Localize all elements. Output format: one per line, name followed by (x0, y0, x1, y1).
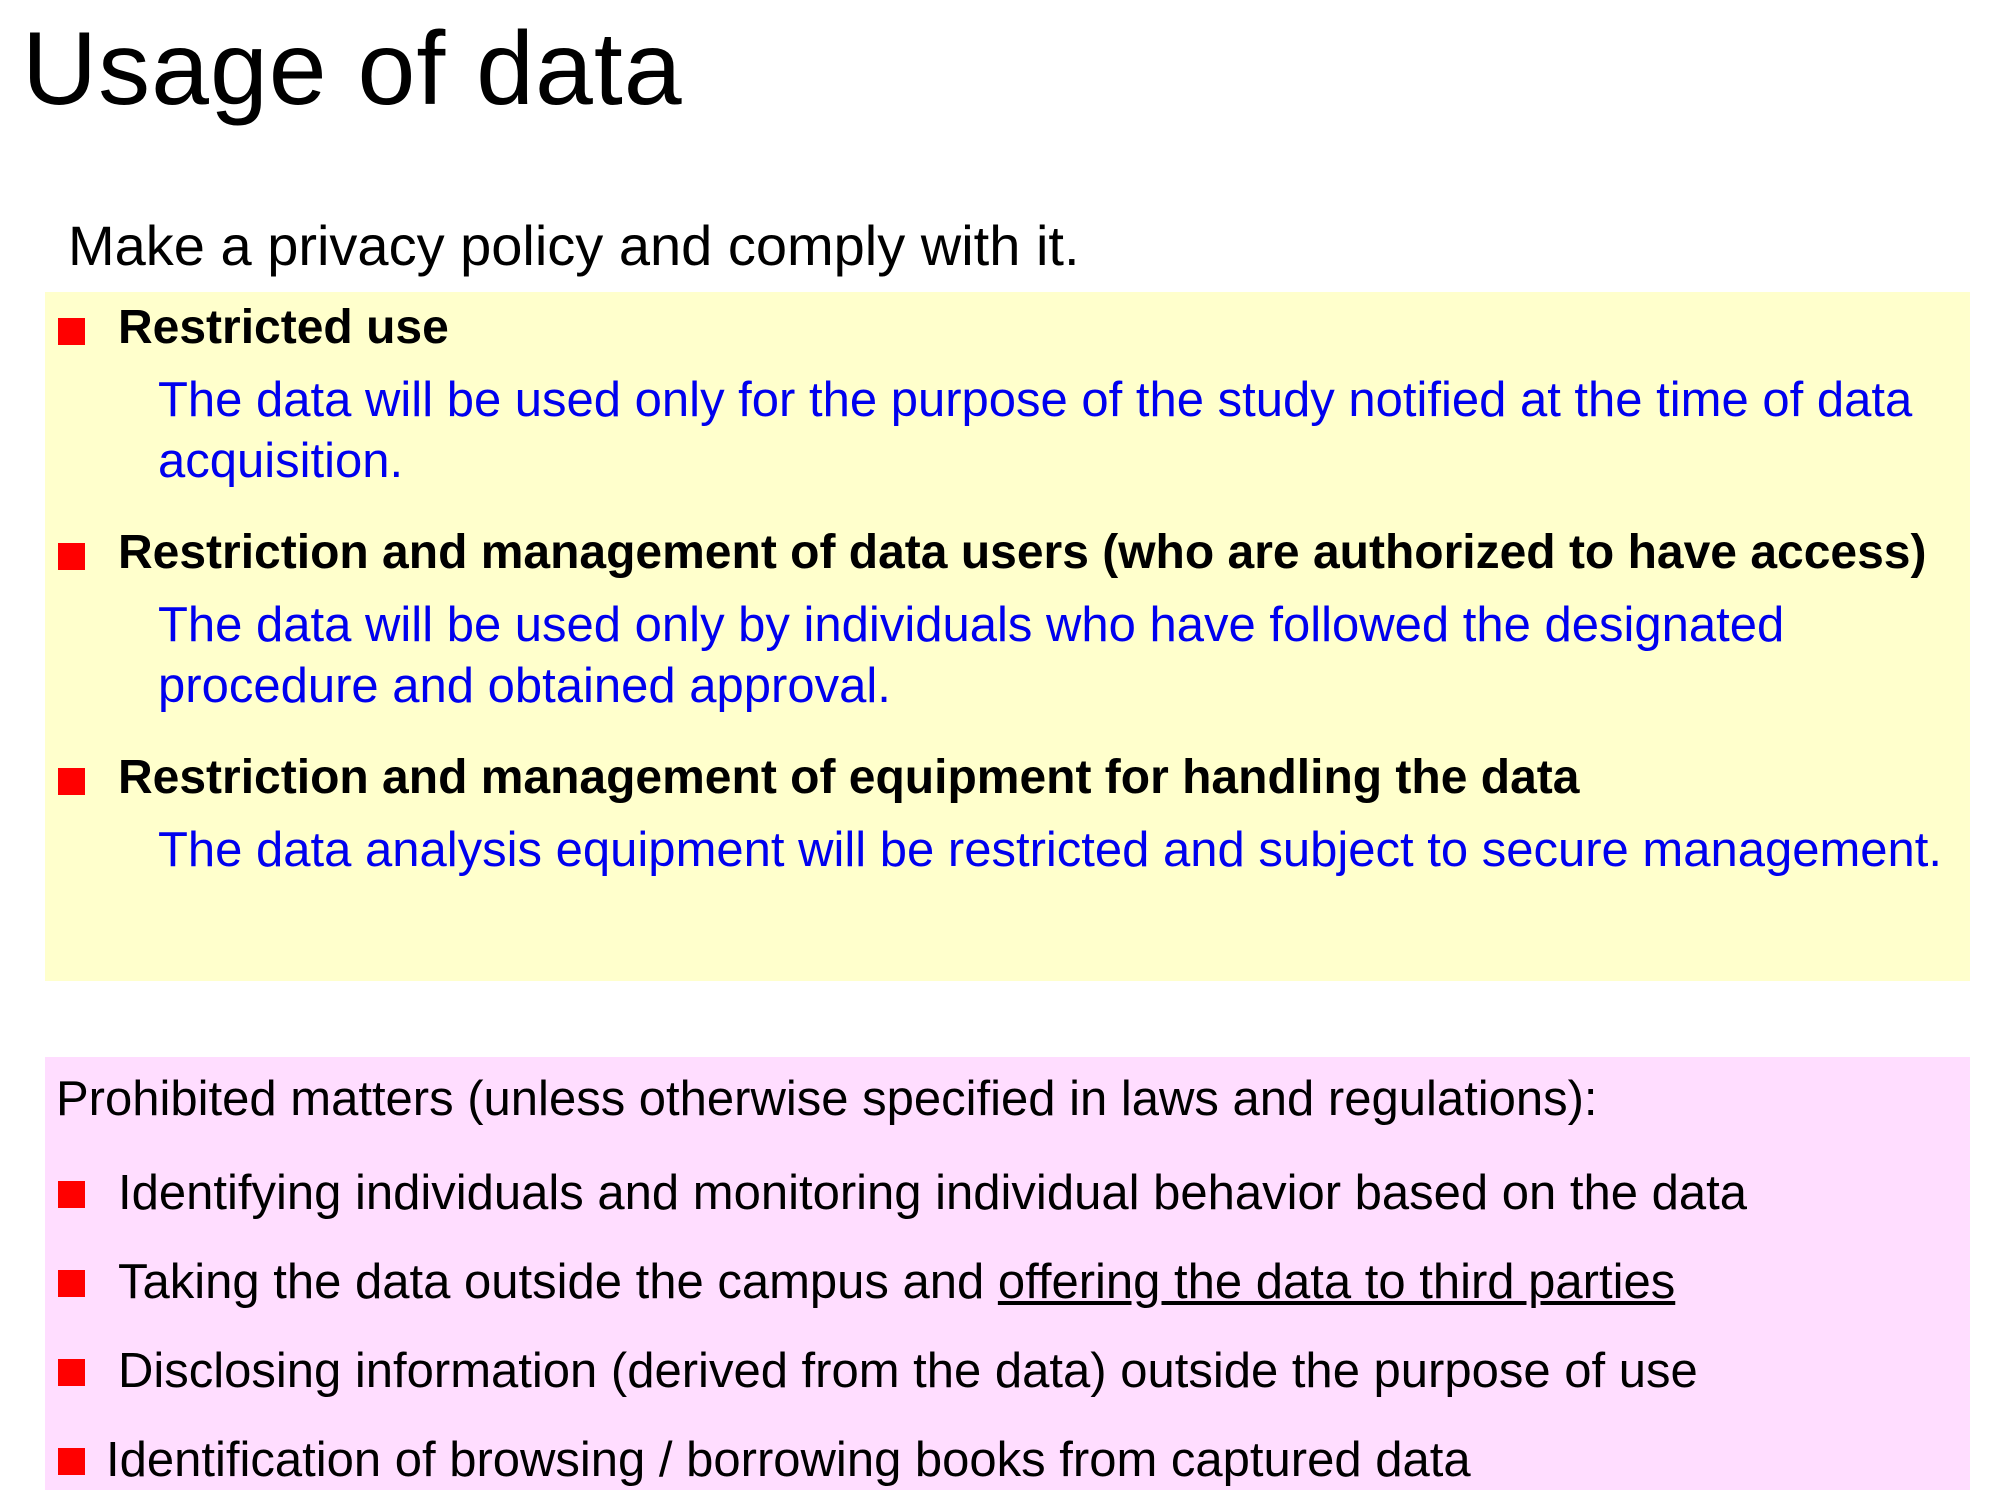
square-bullet-icon (58, 1448, 85, 1475)
page-title: Usage of data (22, 11, 683, 127)
square-bullet-icon (58, 318, 85, 345)
prohibited-item-text: Disclosing information (derived from the data) outside the purpose of use (118, 1344, 1698, 1398)
square-bullet-icon (58, 1270, 85, 1297)
policy-item (45, 517, 1970, 713)
square-bullet-icon (58, 1359, 85, 1386)
prohibited-item (45, 1246, 1970, 1316)
policy-item (45, 742, 1970, 877)
prohibited-item-text: Identification of browsing / borrowing books from captured data (106, 1433, 1471, 1487)
prohibited-item-text (118, 1252, 1675, 1313)
prohibited-item (45, 1157, 1970, 1227)
policy-item-description: The data will be used only by individuals who have followed the designated procedure and obtained approval. (158, 598, 1785, 713)
policy-item (45, 292, 1970, 488)
prohibited-title: Prohibited matters (unless otherwise specified in laws and regulations): (56, 1072, 1598, 1126)
prohibited-box (45, 1057, 1970, 1490)
prohibited-item-text: Identifying individuals and monitoring individual behavior based on the data (118, 1166, 1747, 1220)
prohibited-item (45, 1335, 1970, 1405)
page-subtitle: Make a privacy policy and comply with it. (68, 214, 1080, 277)
policy-item-description: The data analysis equipment will be restricted and subject to secure management. (158, 823, 1943, 877)
policy-box (45, 292, 1970, 981)
prohibited-item (45, 1424, 1970, 1494)
policy-item-heading: Restriction and management of data users (who are authorized to have access) (118, 526, 1927, 579)
square-bullet-icon (58, 768, 85, 795)
square-bullet-icon (58, 543, 85, 570)
policy-item-heading: Restriction and management of equipment for handling the data (118, 751, 1580, 804)
prohibited-item-text-plain: Taking the data outside the campus and (118, 1255, 998, 1309)
policy-item-heading: Restricted use (118, 301, 449, 354)
prohibited-item-text-underlined: offering the data to third parties (997, 1255, 1676, 1309)
square-bullet-icon (58, 1181, 85, 1208)
policy-item-description: The data will be used only for the purpose of the study notified at the time of data acquisition. (158, 373, 1913, 488)
